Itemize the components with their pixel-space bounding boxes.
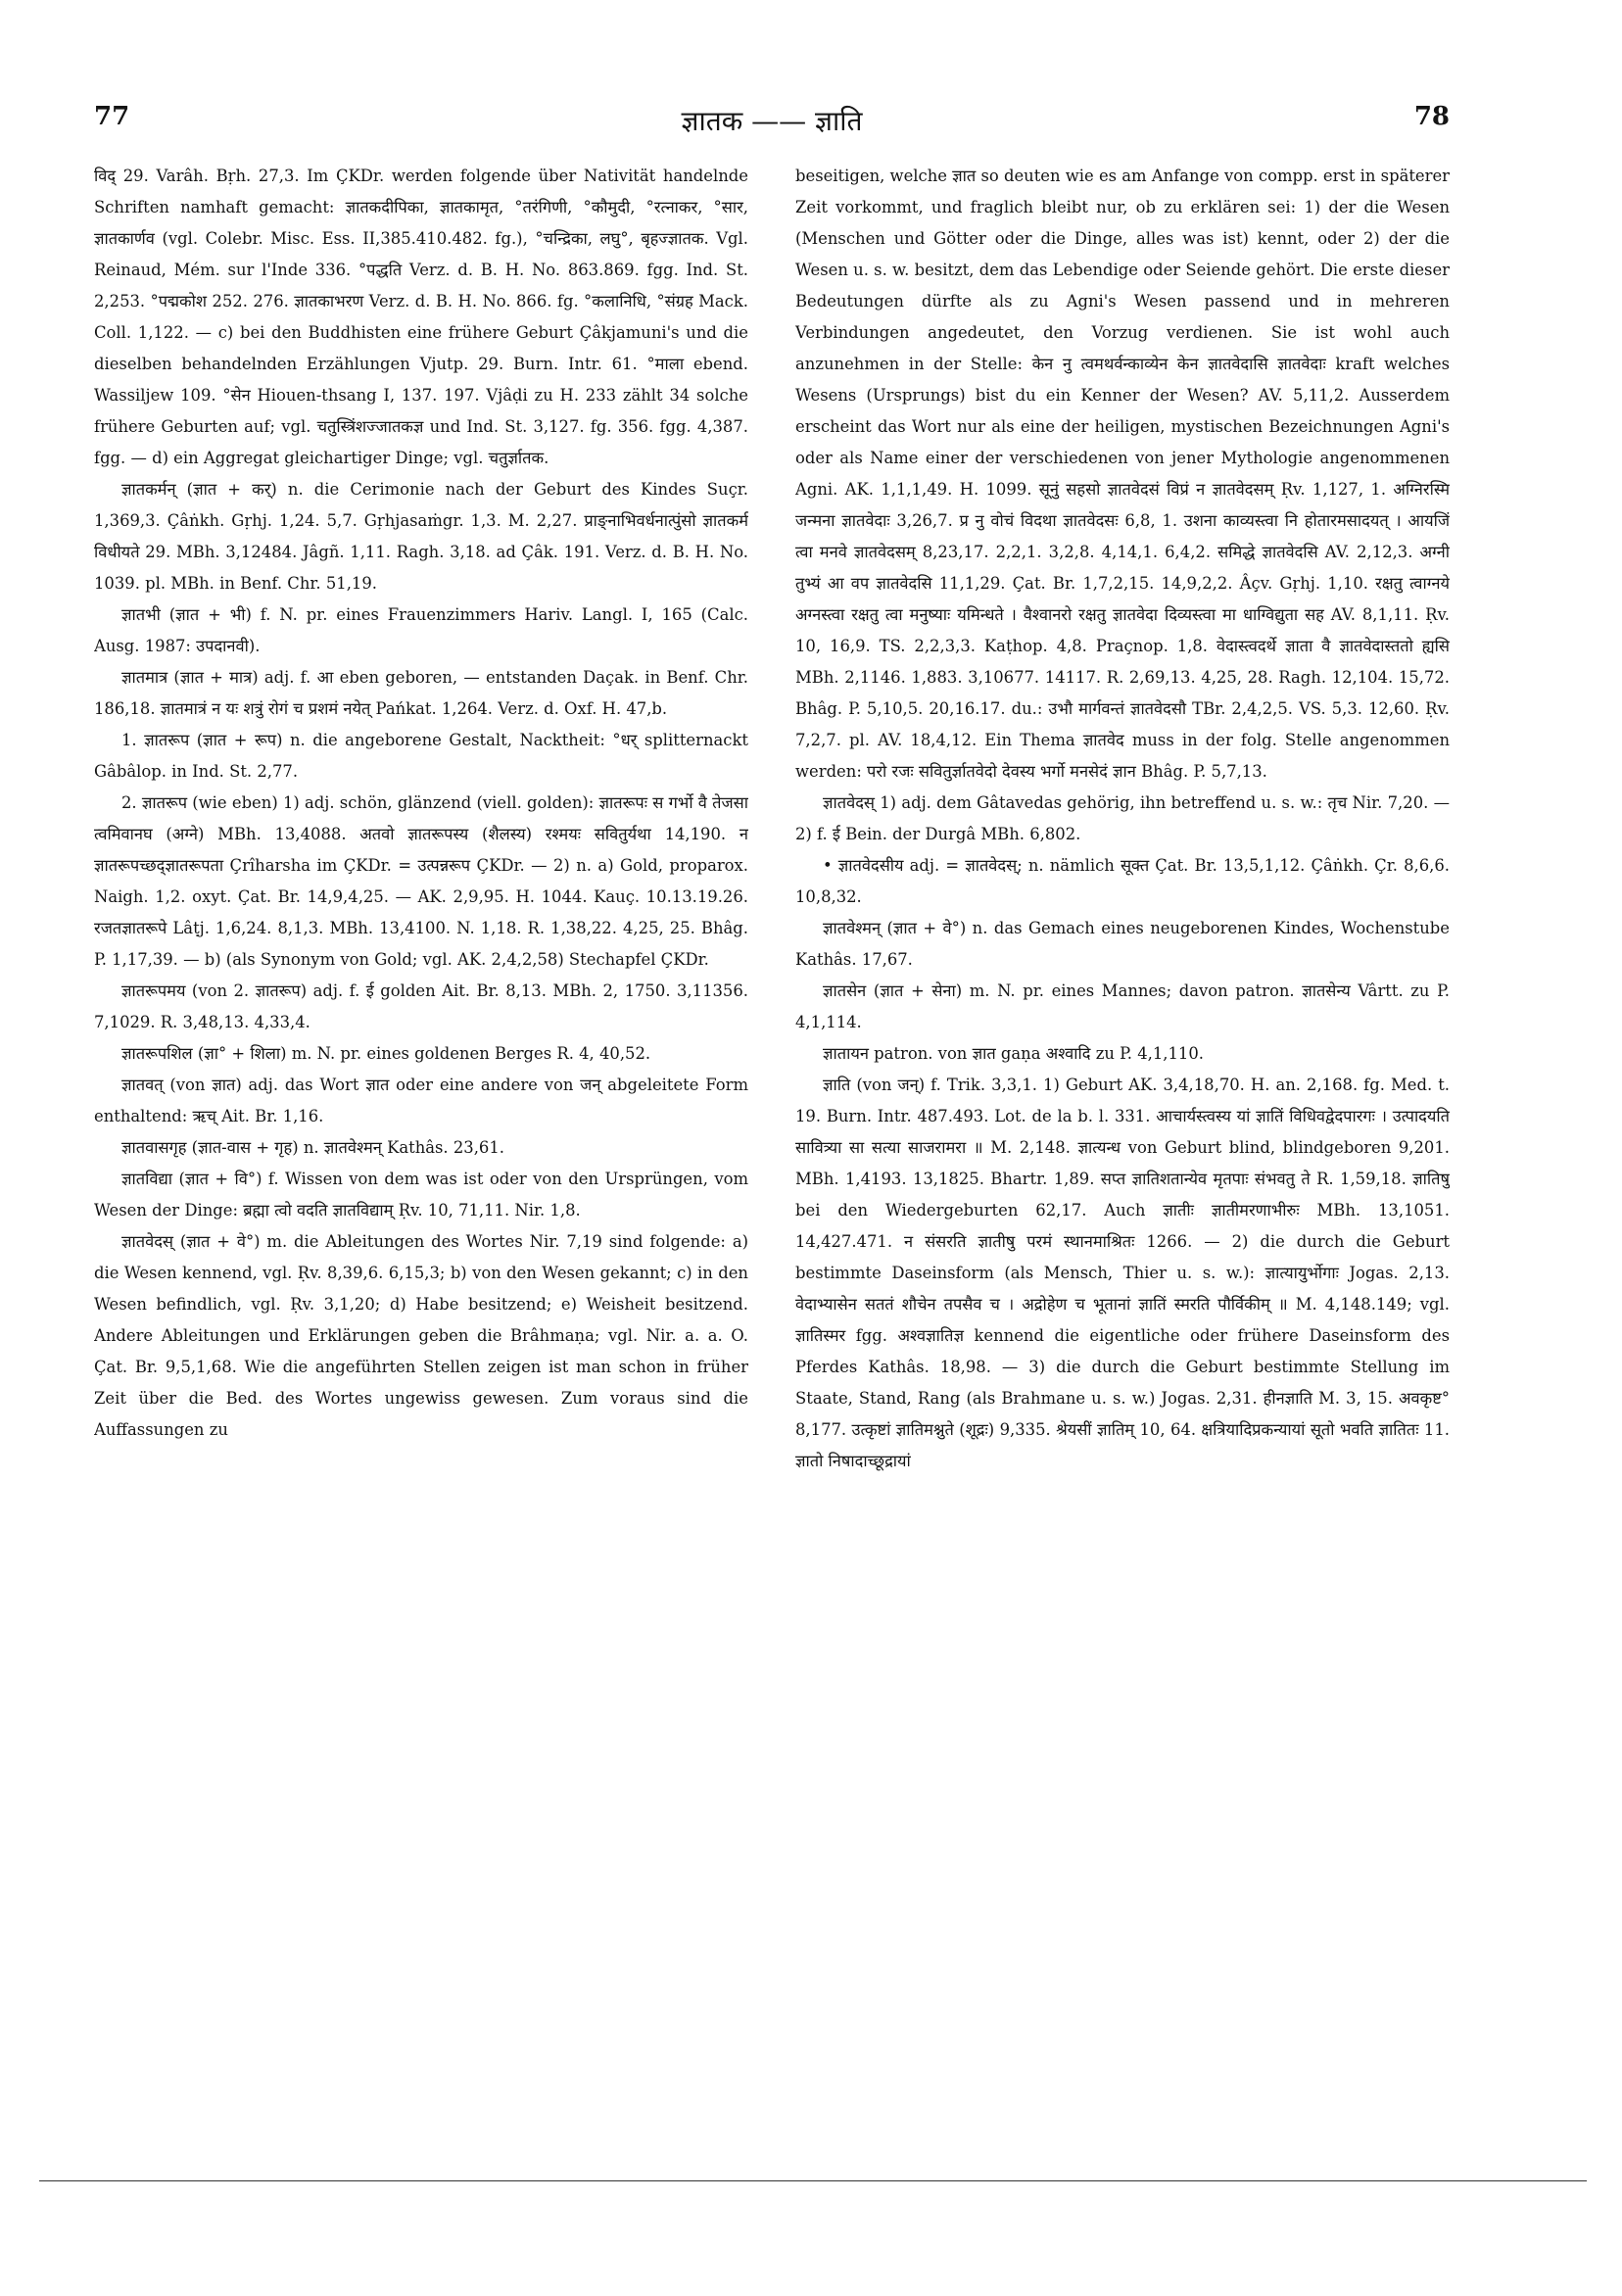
right-column	[795, 161, 1450, 2081]
dictionary-entry: ज्ञातसेन (ज्ञात + सेना) m. N. pr. eines Mannes; davon patron. ज्ञातसेन्य Vârtt. zu P. 4,1,114.	[795, 981, 1450, 1031]
page-header	[94, 102, 1450, 141]
dictionary-entry: ज्ञातवेदस् (ज्ञात + वे°) m. die Ableitungen des Wortes Nir. 7,19 sind folgende: a) die Wesen kennend, vgl. Ṛv. 8,39,6. 6,15,3; b) von den Wesen gekannt; c) in den Wesen befindlich, vgl. Ṛv. 3,1,20; d) Habe besitzend; e) Weisheit besitzend. Andere Ableitungen und Erklärungen geben die Brâhmaṇa; vgl. Nir. a. a. O. Çat. Br. 9,5,1,68. Wie die angeführten Stellen zeigen ist man schon in früher Zeit über die Bed. des Wortes ungewiss gewesen. Zum voraus sind die Auffassungen zu	[94, 1232, 748, 1439]
dictionary-entry: ज्ञातकर्मन् (ज्ञात + कर्) n. die Cerimonie nach der Geburt des Kindes Suçr. 1,369,3. Çâṅkh. Gṛhj. 1,24. 5,7. Gṛhjasaṁgr. 1,3. M. 2,27. प्राङ्नाभिवर्धनात्पुंसो ज्ञातकर्म विधीयते 29. MBh. 3,12484. Jâgñ. 1,11. Ragh. 3,18. ad Çâk. 191. Verz. d. B. H. No. 1039. pl. MBh. in Benf. Chr. 51,19.	[94, 480, 748, 593]
dictionary-entry: ज्ञातवासगृह (ज्ञात-वास + गृह) n. ज्ञातवेश्मन् Kathâs. 23,61.	[121, 1138, 504, 1157]
page-number-right: 78	[1413, 102, 1450, 131]
dictionary-entry: ज्ञातभी (ज्ञात + भी) f. N. pr. eines Frauenzimmers Hariv. Langl. I, 165 (Calc. Ausg. 1987: उपदानवी).	[94, 605, 748, 655]
page-number-left: 77	[94, 102, 130, 131]
running-head: ज्ञातक —— ज्ञाति	[681, 105, 863, 137]
dictionary-entry: ज्ञातवेदस् 1) adj. dem Gâtavedas gehörig, ihn betreffend u. s. w.: तृच Nir. 7,20. — 2) f. ई Bein. der Durgâ MBh. 6,802.	[795, 793, 1450, 843]
dictionary-entry: ज्ञाति (von जन्) f. Trik. 3,3,1. 1) Geburt AK. 3,4,18,70. H. an. 2,168. fg. Med. t. 19. Burn. Intr. 487.493. Lot. de la b. l. 331. आचार्यस्त्वस्य यां ज्ञातिं विधिवद्वेदपारगः । उत्पादयति सावित्र्या सा सत्या साजरामरा ॥ M. 2,148. ज्ञात्यन्ध von Geburt blind, blindgeboren 9,201. MBh. 1,4193. 13,1825. Bhartr. 1,89. सप्त ज्ञातिशतान्येव मृतपाः संभवतु ते R. 1,59,18. ज्ञातिषु bei den Wiedergeburten 62,17. Auch ज्ञातीः ज्ञातीमरणाभीरुः MBh. 13,1051. 14,427.471. न संसरति ज्ञातीषु परमं स्थानमाश्रितः 1266. — 2) die durch die Geburt bestimmte Daseinsform (als Mensch, Thier u. s. w.): ज्ञात्यायुर्भोगाः Jogas. 2,13. वेदाभ्यासेन सततं शौचेन तपसैव च । अद्रोहेण च भूतानां ज्ञातिं स्मरति पौर्विकीम् ॥ M. 4,148.149; vgl. ज्ञातिस्मर fgg. अश्वज्ञातिज्ञ kennend die eigentliche oder frühere Daseinsform des Pferdes Kathâs. 18,98. — 3) die durch die Geburt bestimmte Stellung im Staate, Stand, Rang (als Brahmane u. s. w.) Jogas. 2,31. हीनज्ञाति M. 3, 15. अवकृष्ट° 8,177. उत्कृष्टां ज्ञातिमश्नुते (शूद्रः) 9,335. श्रेयसीं ज्ञातिम् 10, 64. क्षत्रियादिप्रकन्यायां सूतो भवति ज्ञातितः 11. ज्ञातो निषादाच्छूद्रायां	[795, 1076, 1450, 1470]
dictionary-entry: ज्ञातमात्र (ज्ञात + मात्र) adj. f. आ eben geboren, — entstanden Daçak. in Benf. Chr. 186,18. ज्ञातमात्रं न यः शत्रुं रोगं च प्रशमं नयेत् Pańkat. 1,264. Verz. d. Oxf. H. 47,b.	[94, 668, 748, 718]
dictionary-entry: ज्ञातरूपशिल (ज्ञा° + शिला) m. N. pr. eines goldenen Berges R. 4, 40,52.	[121, 1044, 651, 1063]
dictionary-entry: 1. ज्ञातरूप (ज्ञात + रूप) n. die angeborene Gestalt, Nacktheit: °धर् splitternackt Gâbâlop. in Ind. St. 2,77.	[94, 731, 748, 781]
dictionary-entry: • ज्ञातवेदसीय adj. = ज्ञातवेदस्; n. nämlich सूक्त Çat. Br. 13,5,1,12. Çâṅkh. Çr. 8,6,6. 10,8,32.	[795, 856, 1450, 906]
dictionary-entry: ज्ञातायन patron. von ज्ञात gaṇa अश्वादि zu P. 4,1,110.	[823, 1044, 1204, 1063]
dictionary-entry: ज्ञातवत् (von ज्ञात) adj. das Wort ज्ञात oder eine andere von जन् abgeleitete Form enthaltend: ऋच् Ait. Br. 1,16.	[94, 1076, 748, 1125]
dictionary-entry: beseitigen, welche ज्ञात so deuten wie es am Anfange von compp. erst in späterer Zeit vorkommt, und fraglich bleibt nur, ob zu erklären sei: 1) der die Wesen (Menschen und Götter oder die Dinge, alles was ist) kennt, oder 2) der die Wesen u. s. w. besitzt, dem das Lebendige oder Seiende gehört. Die erste dieser Bedeutungen dürfte als zu Agni's Wesen passend und in mehreren Verbindungen angedeutet, den Vorzug verdienen. Sie ist wohl auch anzunehmen in der Stelle: केन नु त्वमथर्वन्काव्येन केन ज्ञातवेदासि ज्ञातवेदाः kraft welches Wesens (Ursprungs) bist du ein Kenner der Wesen? AV. 5,11,2. Ausserdem erscheint das Wort nur als eine der heiligen, mystischen Bezeichnungen Agni's oder als Name einer der verschiedenen von jener Mythologie angenommenen Agni. AK. 1,1,1,49. H. 1099. सूनुं सहसो ज्ञातवेदसं विप्रं न ज्ञातवेदसम् Ṛv. 1,127, 1. अग्निरस्मि जन्मना ज्ञातवेदाः 3,26,7. प्र नु वोचं विदथा ज्ञातवेदसः 6,8, 1. उशना काव्यस्त्वा नि होतारमसादयत् । आयजिं त्वा मनवे ज्ञातवेदसम् 8,23,17. 2,2,1. 3,2,8. 4,14,1. 6,4,2. समिद्धे ज्ञातवेदसि AV. 2,12,3. अग्नी तुभ्यं आ वप ज्ञातवेदसि 11,1,29. Çat. Br. 1,7,2,15. 14,9,2,2. Âçv. Gṛhj. 1,10. रक्षतु त्वाग्नये अग्नस्त्वा रक्षतु त्वा मनुष्याः यमिन्धते । वैश्वानरो रक्षतु ज्ञातवेदा दिव्यस्त्वा मा धाग्विद्युता सह AV. 8,1,11. Ṛv. 10, 16,9. TS. 2,2,3,3. Kaṭhop. 4,8. Praçnop. 1,8. वेदास्त्वदर्थे ज्ञाता वै ज्ञातवेदास्ततो ह्यसि MBh. 2,1146. 1,883. 3,10677. 14117. R. 2,69,13. 4,25, 28. Ragh. 12,104. 15,72. Bhâg. P. 5,10,5. 20,16.17. du.: उभौ मार्गवन्तं ज्ञातवेदसौ TBr. 2,4,2,5. VS. 5,3. 12,60. Ṛv. 7,2,7. pl. AV. 18,4,12. Ein Thema ज्ञातवेद muss in der folg. Stelle angenommen werden: परो रजः सवितुर्ज्ञातवेदो देवस्य भर्गो मनसेदं ज्ञान Bhâg. P. 5,7,13.	[795, 167, 1450, 781]
dictionary-entry: ज्ञातवेश्मन् (ज्ञात + वे°) n. das Gemach eines neugeborenen Kindes, Wochenstube Kathâs. 17,67.	[795, 919, 1450, 969]
left-column	[94, 161, 748, 2081]
dictionary-entry: ज्ञातरूपमय (von 2. ज्ञातरूप) adj. f. ई golden Ait. Br. 8,13. MBh. 2, 1750. 3,11356. 7,1029. R. 3,48,13. 4,33,4.	[94, 981, 748, 1031]
bottom-rule	[39, 2180, 1587, 2181]
dictionary-entry: ज्ञातविद्या (ज्ञात + वि°) f. Wissen von dem was ist oder von den Ursprüngen, vom Wesen der Dinge: ब्रह्मा त्वो वदति ज्ञातविद्याम् Ṛv. 10, 71,11. Nir. 1,8.	[94, 1170, 748, 1220]
dictionary-entry: विद् 29. Varâh. Bṛh. 27,3. Im ÇKDr. werden folgende über Nativität handelnde Schriften namhaft gemacht: ज्ञातकदीपिका, ज्ञातकामृत, °तरंगिणी, °कौमुदी, °रत्नाकर, °सार, ज्ञातकार्णव (vgl. Colebr. Misc. Ess. II,385.410.482. fg.), °चन्द्रिका, लघु°, बृहज्ज्ञातक. Vgl. Reinaud, Mém. sur l'Inde 336. °पद्धति Verz. d. B. H. No. 863.869. fgg. Ind. St. 2,253. °पद्मकोश 252. 276. ज्ञातकाभरण Verz. d. B. H. No. 866. fg. °कलानिधि, °संग्रह Mack. Coll. 1,122. — c) bei den Buddhisten eine frühere Geburt Çâkjamuni's und die dieselben behandelnden Erzählungen Vjutp. 29. Burn. Intr. 61. °माला ebend. Wassiljew 109. °सेन Hiouen-thsang I, 137. 197. Vjâḍi zu H. 233 zählt 34 solche frühere Geburten auf; vgl. चतुस्त्रिंशज्जातकज्ञ und Ind. St. 3,127. fg. 356. fgg. 4,387. fgg. — d) ein Aggregat gleichartiger Dinge; vgl. चतुर्ज्ञातक.	[94, 167, 748, 467]
dictionary-entry: 2. ज्ञातरूप (wie eben) 1) adj. schön, glänzend (viell. golden): ज्ञातरूपः स गर्भो वै तेजसा त्वमिवानघ (अग्ने) MBh. 13,4088. अतवो ज्ञातरूपस्य (शैलस्य) रश्मयः सवितुर्यथा 14,190. न ज्ञातरूपच्छद्ज्ञातरूपता Çrîharsha im ÇKDr. = उत्पन्नरूप ÇKDr. — 2) n. a) Gold, proparox. Naigh. 1,2. oxyt. Çat. Br. 14,9,4,25. — AK. 2,9,95. H. 1044. Kauç. 10.13.19.26. रजतज्ञातरूपे Lâṭj. 1,6,24. 8,1,3. MBh. 13,4100. N. 1,18. R. 1,38,22. 4,25, 25. Bhâg. P. 1,17,39. — b) (als Synonym von Gold; vgl. AK. 2,4,2,58) Stechapfel ÇKDr.	[94, 793, 748, 969]
